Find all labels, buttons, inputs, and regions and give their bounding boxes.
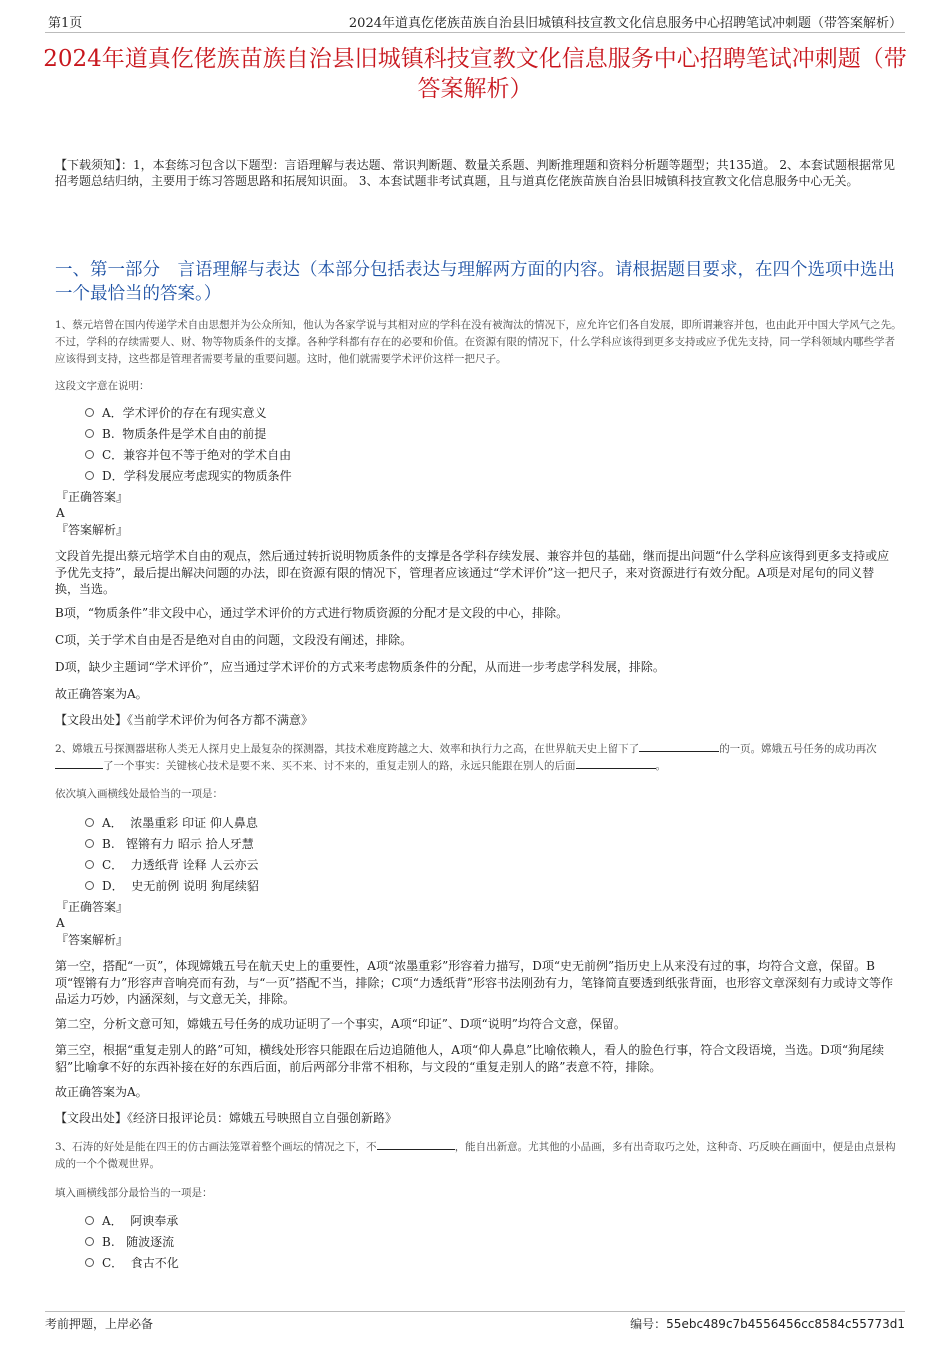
correct-answer-label: 『正确答案』	[56, 900, 129, 914]
analysis-paragraph: 第一空，搭配“一页”，体现嫦娥五号在航天史上的重要性，A项“浓墨重彩”形容着力描写，D项“史无前例”指历史上从来没有过的事，均符合文意，保留。B项“铿锵有力”形容声音响亮而有劲，与“一页”搭配不当，排除；C项“力透纸背”形容书法刚劲有力，笔锋简直要透到纸张背面，也形容文章深刻有力或诗文等作品运力巧妙，内涵深刻，与文意无关，排除。	[55, 959, 893, 1006]
question-3-prompt: 填入画横线部分最恰当的一项是：	[55, 1187, 213, 1199]
document-code: 编号：55ebc489c7b4556456cc8584c55773d1	[630, 1317, 905, 1331]
analysis-label: 『答案解析』	[56, 523, 129, 537]
question-2-options	[85, 812, 259, 896]
analysis-paragraph: 第三空，根据“重复走别人的路”可知，横线处形容只能跟在后边追随他人，A项“仰人鼻息”比喻依赖人，看人的脸色行事，符合文段语境，当选。D项“狗尾续貂”比喻拿不好的东西补接在好的东西后面，前后两部分非常不相称，与文段的“重复走别人的路”表意不符，排除。	[55, 1043, 884, 1074]
option-b[interactable]: B. 铿锵有力 昭示 拾人牙慧	[85, 833, 259, 854]
option-c[interactable]: C． 食古不化	[85, 1252, 179, 1273]
question-3-stem: 3、石涛的好处是能在四王的仿古画法笼罩着整个画坛的情况之下，不 ，能自出新意。尤其他的小品画，多有出奇取巧之处，这种奇、巧反映在画面中，便是由点景构成的一个个微观世界。	[55, 1141, 896, 1170]
section-heading: 一、第一部分 言语理解与表达（本部分包括表达与理解两方面的内容。请根据题目要求，在四个选项中选出一个最恰当的答案。）	[55, 260, 895, 304]
question-3-options	[85, 1210, 179, 1273]
analysis-paragraph: 文段首先提出蔡元培学术自由的观点，然后通过转折说明物质条件的支撑是各学科存续发展、兼容并包的基础，继而提出问题“什么学科应该得到更多支持或应予优先支持”，最后提出解决问题的办法，即在资源有限的情况下，管理者应该通过“学术评价”这一把尺子，来对资源进行有效分配。A项是对尾句的同义替换，当选。	[55, 549, 890, 596]
download-notice: 【下载须知】：1，本套练习包含以下题型：言语理解与表达题、常识判断题、数量关系题、判断推理题和资料分析题等题型；共135道。 2、本套试题根据常见招考题总结归纳，主要用于练习答题思路和拓展知识面。 3、本套试题非考试真题，且与道真仡佬族苗族自治县旧城镇科技宣教文化信息服务中心无关。	[55, 158, 895, 188]
option-d[interactable]: D．学科发展应考虑现实的物质条件	[85, 465, 292, 486]
correct-answer: A	[56, 916, 65, 930]
page-footer	[45, 1311, 905, 1334]
option-d[interactable]: D． 史无前例 说明 狗尾续貂	[85, 875, 259, 896]
header-doc-title: 2024年道真仡佬族苗族自治县旧城镇科技宣教文化信息服务中心招聘笔试冲刺题（带答案解析）	[348, 16, 902, 31]
analysis-conclusion: 故正确答案为A。	[55, 687, 148, 701]
radio-icon[interactable]	[85, 818, 94, 827]
fill-blank[interactable]	[55, 758, 103, 769]
radio-icon[interactable]	[85, 471, 94, 480]
question-1-prompt: 这段文字意在说明：	[55, 380, 150, 392]
analysis-paragraph: D项，缺少主题词“学术评价”，应当通过学术评价的方式来考虑物质条件的分配，从而进一步考虑学科发展，排除。	[55, 660, 665, 674]
option-a[interactable]: A．学术评价的存在有现实意义	[85, 402, 292, 423]
analysis-label: 『答案解析』	[56, 933, 129, 947]
option-c[interactable]: C． 力透纸背 诠释 人云亦云	[85, 854, 259, 875]
page-number: 第1页	[48, 16, 83, 31]
radio-icon[interactable]	[85, 881, 94, 890]
radio-icon[interactable]	[85, 429, 94, 438]
correct-answer-label: 『正确答案』	[56, 490, 129, 504]
analysis-paragraph: B项，“物质条件”非文段中心，通过学术评价的方式进行物质资源的分配才是文段的中心，排除。	[55, 606, 569, 620]
radio-icon[interactable]	[85, 839, 94, 848]
source-citation: 【文段出处】《当前学术评价为何各方都不满意》	[55, 713, 314, 727]
page-title: 2024年道真仡佬族苗族自治县旧城镇科技宣教文化信息服务中心招聘笔试冲刺题（带答案解析）	[43, 46, 907, 102]
option-a[interactable]: A． 阿谀奉承	[85, 1210, 179, 1231]
analysis-paragraph: 第二空，分析文意可知，嫦娥五号任务的成功证明了一个事实，A项“印证”、D项“说明”均符合文意，保留。	[55, 1017, 626, 1031]
radio-icon[interactable]	[85, 1258, 94, 1267]
option-a[interactable]: A． 浓墨重彩 印证 仰人鼻息	[85, 812, 259, 833]
fill-blank[interactable]	[377, 1139, 455, 1150]
radio-icon[interactable]	[85, 408, 94, 417]
radio-icon[interactable]	[85, 450, 94, 459]
analysis-paragraph: C项，关于学术自由是否是绝对自由的问题，文段没有阐述，排除。	[55, 633, 413, 647]
radio-icon[interactable]	[85, 860, 94, 869]
footer-slogan: 考前押题，上岸必备	[45, 1317, 154, 1331]
page-header	[45, 10, 905, 33]
fill-blank[interactable]	[576, 758, 656, 769]
question-2-stem: 2、嫦娥五号探测器堪称人类无人探月史上最复杂的探测器，其技术难度跨越之大、效率和执行力之高，在世界航天史上留下了 的一页。嫦娥五号任务的成功再次 了一个事实：关键核心技术是要不来、买不来、讨不来的，重复走别人的路，永远只能跟在别人的后面 。	[55, 743, 877, 772]
analysis-conclusion: 故正确答案为A。	[55, 1085, 148, 1099]
question-2-prompt: 依次填入画横线处最恰当的一项是：	[55, 788, 223, 800]
option-c[interactable]: C．兼容并包不等于绝对的学术自由	[85, 444, 292, 465]
radio-icon[interactable]	[85, 1216, 94, 1225]
option-b[interactable]: B. 物质条件是学术自由的前提	[85, 423, 292, 444]
question-1-stem: 1、蔡元培曾在国内传递学术自由思想并为公众所知，他认为各家学说与其相对应的学科在没有被淘汰的情况下，应允许它们各自发展，即所谓兼容并包，也由此开中国大学风气之先。不过，学科的存续需要人、财、物等物质条件的支撑。各种学科都有存在的必要和价值。在资源有限的情况下，什么学科应该得到更多支持或应予优先支持，同一学科领域内哪些学者应该得到支持，这些都是管理者需要考量的重要问题。这时，他们就需要学术评价这样一把尺子。	[55, 319, 902, 365]
radio-icon[interactable]	[85, 1237, 94, 1246]
option-b[interactable]: B. 随波逐流	[85, 1231, 179, 1252]
question-1-options	[85, 402, 292, 486]
correct-answer: A	[56, 506, 65, 520]
fill-blank[interactable]	[639, 741, 719, 752]
source-citation: 【文段出处】《经济日报评论员：嫦娥五号映照自立自强创新路》	[55, 1111, 398, 1125]
